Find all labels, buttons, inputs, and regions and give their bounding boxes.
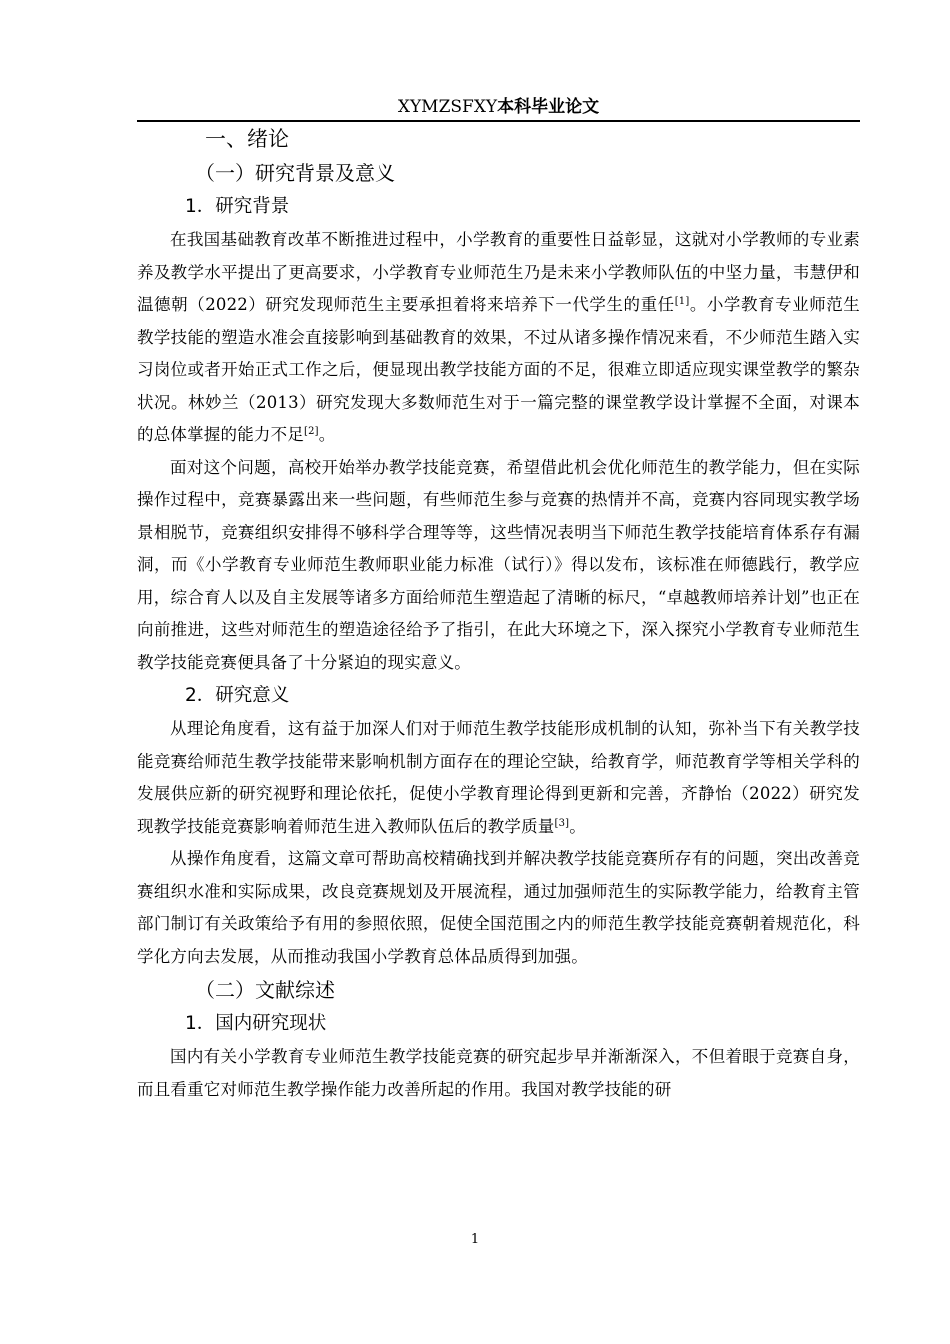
citation-2: [2]	[304, 426, 319, 437]
heading-introduction: 一、绪论	[205, 127, 289, 151]
heading-research-significance: 2．研究意义	[185, 685, 290, 706]
paragraph-text: 从理论角度看，这有益于加深人们对于师范生教学技能形成机制的认知，弥补当下有关教学技能竞赛给师范生教学技能带来影响机制方面存在的理论空缺，给教育学，师范教育学等相关学科的发展供应新的研究视野和理论依托，促使小学教育理论得到更新和完善，齐静怡（2022）研究发现教学技能竞赛影响着师范生进入教师队伍后的教学质量	[137, 719, 860, 836]
header-title: 本科毕业论文	[497, 97, 600, 117]
paragraph-background-2: 面对这个问题，高校开始举办教学技能竞赛，希望借此机会优化师范生的教学能力，但在实际操作过程中，竞赛暴露出来一些问题，有些师范生参与竞赛的热情并不高，竞赛内容同现实教学场景相脱节，竞赛组织安排得不够科学合理等等，这些情况表明当下师范生教学技能培育体系存有漏洞，而《小学教育专业师范生教师职业能力标准（试行）》得以发布，该标准在师德践行，教学应用，综合育人以及自主发展等诸多方面给师范生塑造起了清晰的标尺，“卓越教师培养计划”也正在向前推进，这些对师范生的塑造途径给予了指引，在此大环境之下，深入探究小学教育专业师范生教学技能竞赛便具备了十分紧迫的现实意义。	[137, 457, 860, 672]
citation-1: [1]	[674, 296, 690, 307]
paragraph-significance-1	[137, 713, 860, 843]
paragraph-significance-2: 从操作角度看，这篇文章可帮助高校精确找到并解决教学技能竞赛所存有的问题，突出改善竞赛组织水准和实际成果，改良竞赛规划及开展流程，通过加强师范生的实际教学能力，给教育主管部门制订有关政策给予有用的参照依照，促使全国范围之内的师范生教学技能竞赛朝着规范化，科学化方向去发展，从而推动我国小学教育总体品质得到加强。	[137, 849, 860, 966]
heading-research-background: 1．研究背景	[185, 196, 290, 217]
running-header	[137, 96, 860, 118]
paragraph-domestic-1: 国内有关小学教育专业师范生教学技能竞赛的研究起步早并渐渐深入，不但着眼于竞赛自身，而且看重它对师范生教学操作能力改善所起的作用。我国对教学技能的研	[137, 1047, 860, 1099]
body-content	[137, 122, 860, 1106]
paragraph-text: 。	[318, 425, 336, 444]
heading-literature-review: （二）文献综述	[195, 978, 335, 1002]
citation-3: [3]	[554, 817, 570, 829]
paragraph-text: 。	[569, 816, 586, 836]
paragraph-background-1	[137, 224, 860, 452]
heading-background-significance: （一）研究背景及意义	[195, 161, 395, 185]
header-school-code: XYMZSFXY	[397, 97, 498, 117]
paragraph-text: 在我国基础教育改革不断推进过程中，小学教育的重要性日益彰显，这就对小学教师的专业素养及教学水平提出了更高要求，小学教育专业师范生乃是未来小学教师队伍的中坚力量，韦慧伊和温德朝（2022）研究发现师范生主要承担着将来培养下一代学生的重任	[137, 230, 860, 314]
heading-domestic-research: 1．国内研究现状	[185, 1013, 327, 1034]
paragraph-text: 。小学教育专业师范生教学技能的塑造水准会直接影响到基础教育的效果，不过从诸多操作情况来看，不少师范生踏入实习岗位或者开始正式工作之后，便显现出教学技能方面的不足，很难立即适应现实课堂教学的繁杂状况。林妙兰（2013）研究发现大多数师范生对于一篇完整的课堂教学设计掌握不全面，对课本的总体掌握的能力不足	[137, 295, 861, 444]
page-number: 1	[470, 1232, 480, 1247]
